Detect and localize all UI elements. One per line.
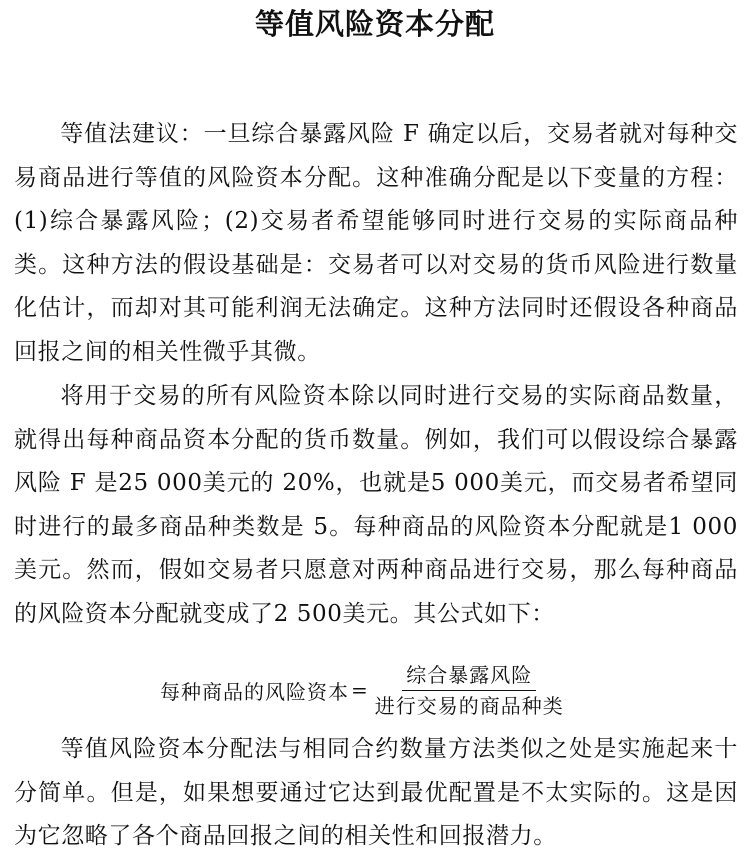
formula-lhs: 每种商品的风险资本 (160, 679, 349, 704)
paragraph-1 (14, 113, 738, 374)
formula-equals: = (351, 678, 369, 702)
paragraph-3-text: 等值风险资本分配法与相同合约数量方法类似之处是实施起来十分简单。但是，如果想要通过它达到最优配置是不太实际的。这是因为它忽略了各个商品回报之间的相关性和回报潜力。 (14, 736, 738, 849)
paragraph-1-text: 等值法建议：一旦综合暴露风险 F 确定以后，交易者就对每种交易商品进行等值的风险资本分配。这种准确分配是以下变量的方程：(1)综合暴露风险；(2)交易者希望能够同时进行交易的实际商品种类。这种方法的假设基础是：交易者可以对交易的货币风险进行数量化估计，而却对其可能利润无法确定。这种方法同时还假设各种商品回报之间的相关性微乎其微。 (14, 121, 738, 365)
paragraph-3 (14, 728, 738, 859)
formula-denominator: 进行交易的商品种类 (374, 693, 564, 718)
formula (160, 660, 640, 720)
page-title: 等值风险资本分配 (254, 7, 495, 41)
paragraph-2 (14, 375, 738, 636)
formula-fraction (371, 662, 568, 719)
formula-numerator: 综合暴露风险 (402, 662, 536, 691)
paragraph-2-text: 将用于交易的所有风险资本除以同时进行交易的实际商品数量，就得出每种商品资本分配的货币数量。例如，我们可以假设综合暴露风险 F 是25 000美元的 20%，也就是5 000美元，而交易者希望同时进行的最多商品种类数是 5。每种商品的风险资本分配就是1 000美元。然而，假如交易者只愿意对两种商品进行交易，那么每种商品的风险资本分配就变成了2 500美元。其公式如下： (14, 383, 738, 627)
